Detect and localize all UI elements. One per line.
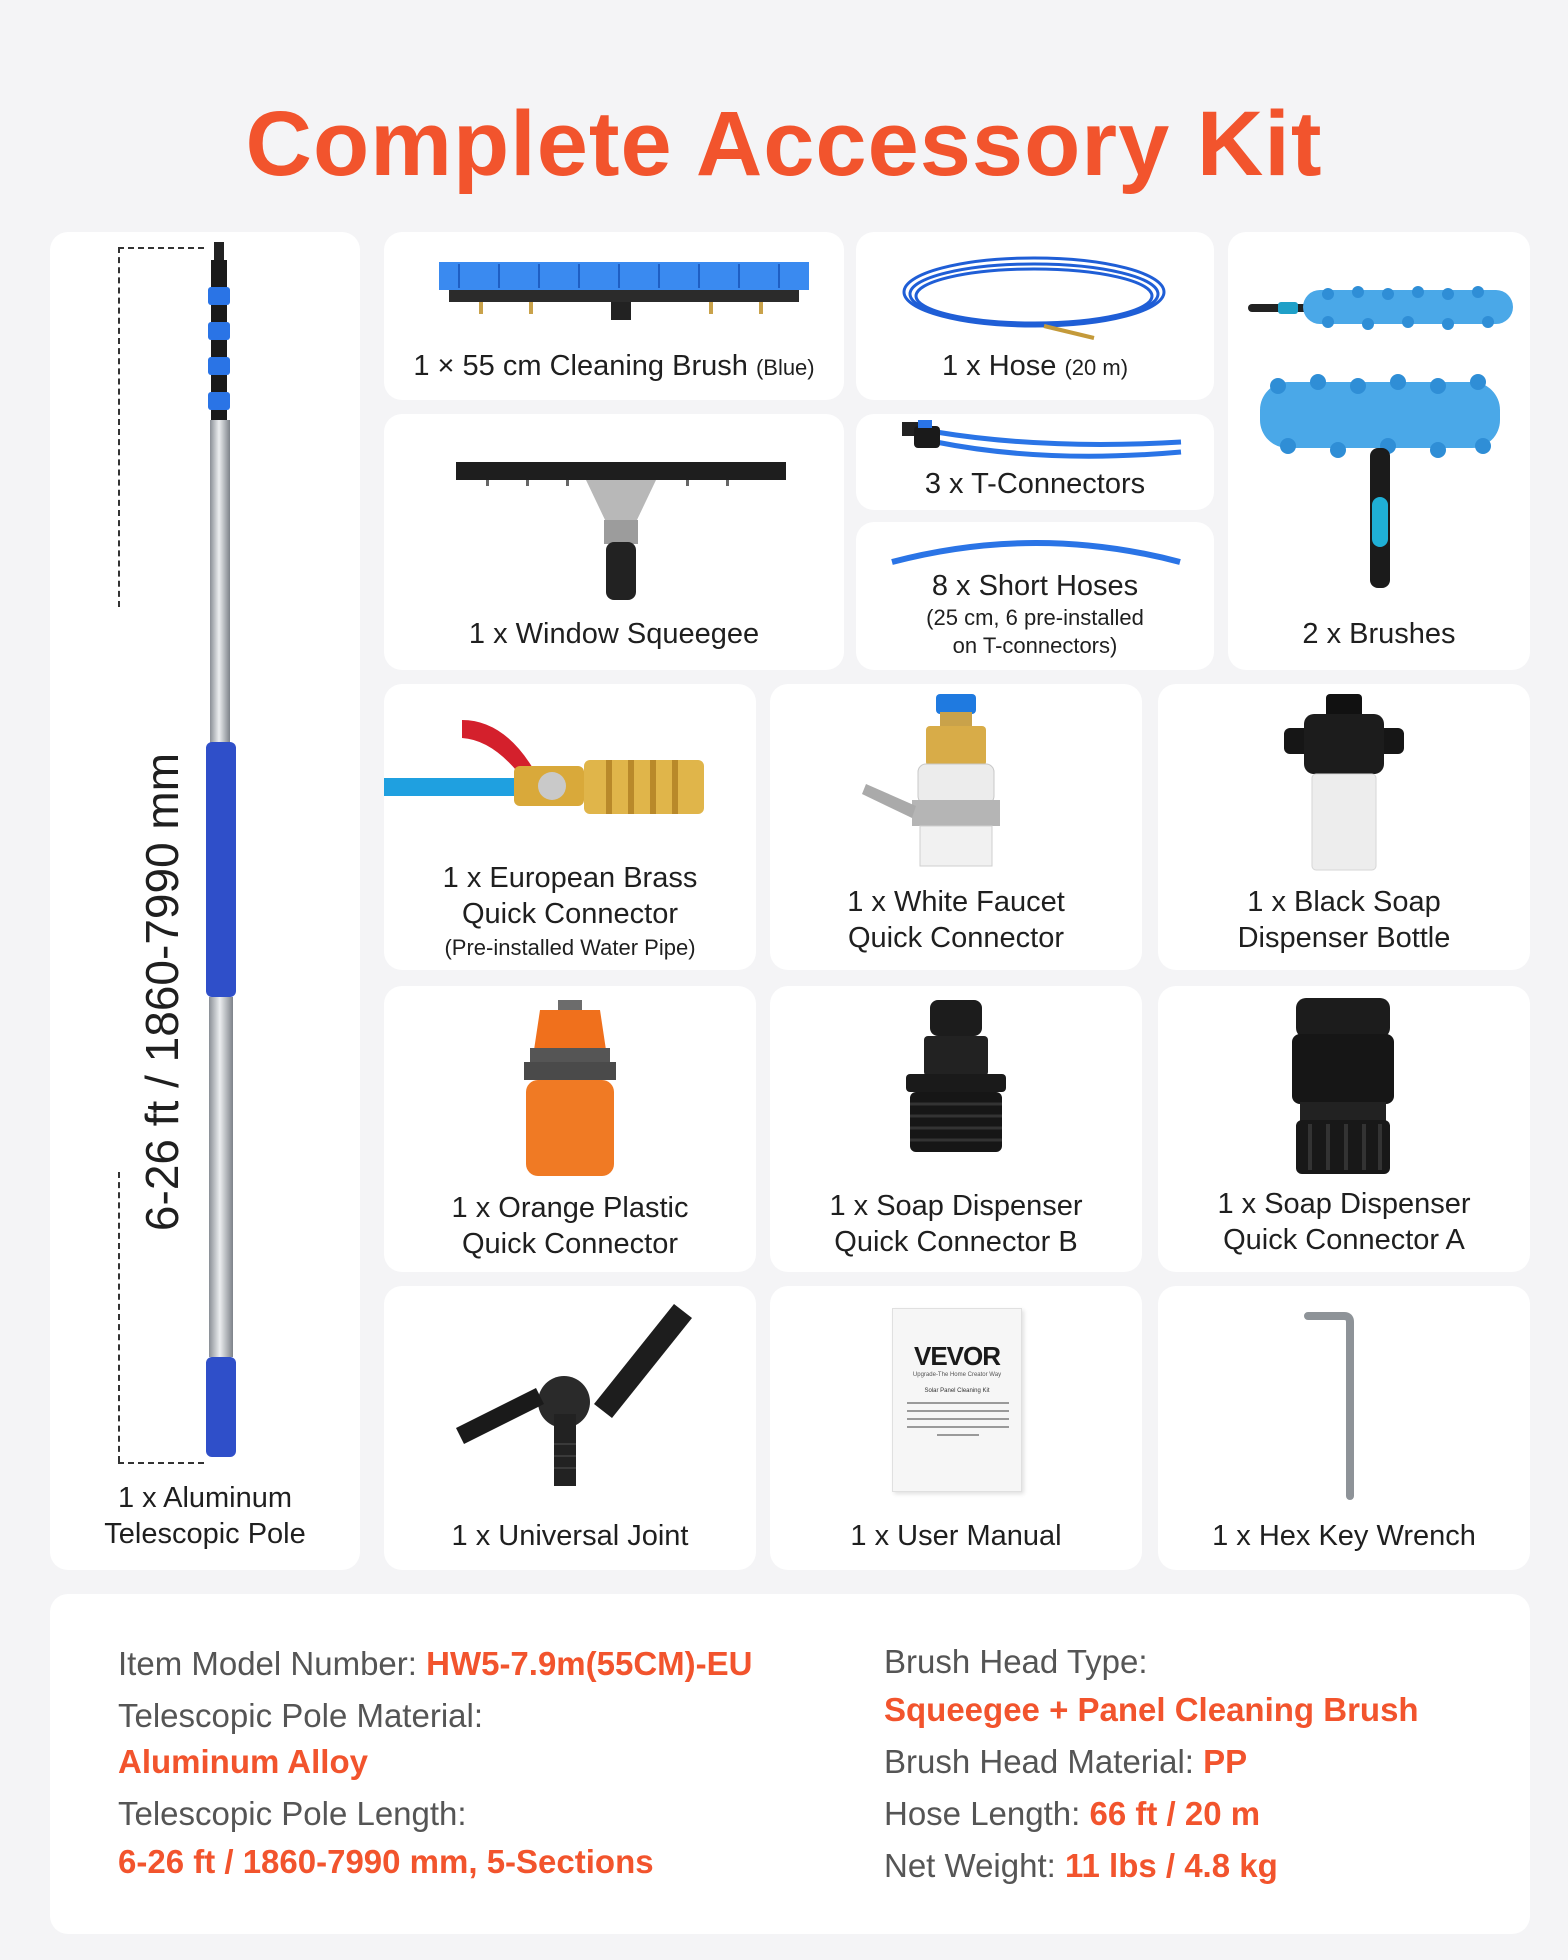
t-connectors-image	[896, 420, 1186, 464]
pole-label-line-1: 1 x Aluminum	[117, 1482, 293, 1514]
spec-model	[118, 1644, 752, 1684]
t-connectors-card	[856, 414, 1214, 510]
soap-connector-a-image	[1288, 998, 1398, 1178]
hex-key-label: 1 x Hex Key Wrench	[1212, 1520, 1476, 1552]
squeegee-label: 1 x Window Squeegee	[468, 618, 760, 650]
orange-connector-image	[510, 1000, 630, 1180]
hose-label-main: 1 x Hose	[941, 350, 1057, 382]
spec-net-weight-value: 11 lbs / 4.8 kg	[1064, 1847, 1278, 1884]
orange-connector-label-2: Quick Connector	[462, 1228, 678, 1260]
spec-pole-material-label: Telescopic Pole Material:	[118, 1697, 483, 1734]
brushes-label: 2 x Brushes	[1302, 618, 1456, 650]
squeegee-image	[456, 462, 786, 602]
spec-brush-type-label: Brush Head Type:	[884, 1643, 1148, 1680]
brass-connector-card	[384, 684, 756, 970]
spec-pole-length-label: Telescopic Pole Length:	[118, 1795, 467, 1832]
soap-bottle-image	[1284, 694, 1404, 874]
brushes-image	[1248, 282, 1518, 592]
specs-card	[50, 1594, 1530, 1934]
short-hoses-note-1: (25 cm, 6 pre-installed	[926, 605, 1144, 630]
spec-hose-length-value: 66 ft / 20 m	[1089, 1795, 1261, 1832]
brushes-card	[1228, 232, 1530, 670]
short-hoses-note-2: on T-connectors)	[952, 633, 1118, 658]
soap-connector-b-label-2: Quick Connector B	[834, 1226, 1078, 1258]
dimension-line-bottom	[118, 1172, 120, 1462]
faucet-connector-image	[856, 694, 1056, 874]
squeegee-card	[384, 414, 844, 670]
spec-brush-material-value: PP	[1203, 1743, 1248, 1780]
soap-connector-b-card	[770, 986, 1142, 1272]
spec-brush-material-label: Brush Head Material:	[884, 1743, 1204, 1780]
soap-connector-a-card	[1158, 986, 1530, 1272]
cleaning-brush-label-note: (Blue)	[755, 355, 815, 380]
manual-tagline: Upgrade-The Home Creator Way	[912, 1372, 1002, 1378]
manual-text-lines	[907, 1399, 1009, 1439]
user-manual-label: 1 x User Manual	[850, 1520, 1062, 1552]
orange-connector-card	[384, 986, 756, 1272]
faucet-connector-label-2: Quick Connector	[848, 922, 1064, 954]
faucet-connector-card	[770, 684, 1142, 970]
pole-label-line-2: Telescopic Pole	[104, 1518, 306, 1550]
vevor-logo: VEVOR	[913, 1341, 1001, 1371]
universal-joint-image	[444, 1294, 704, 1494]
brass-connector-label-2: Quick Connector	[462, 898, 678, 930]
dimension-line-top	[118, 247, 120, 607]
soap-bottle-label-1: 1 x Black Soap	[1247, 886, 1441, 918]
universal-joint-card	[384, 1286, 756, 1570]
brass-connector-note: (Pre-installed Water Pipe)	[444, 935, 696, 960]
spec-model-label: Item Model Number:	[118, 1645, 427, 1682]
spec-hose-length	[884, 1794, 1260, 1834]
short-hoses-card	[856, 522, 1214, 670]
hose-label	[856, 348, 1214, 386]
cleaning-brush-label	[384, 348, 844, 386]
soap-connector-b-image	[896, 1000, 1016, 1160]
soap-connector-b-label-1: 1 x Soap Dispenser	[829, 1190, 1083, 1222]
hose-card	[856, 232, 1214, 400]
soap-connector-a-label-1: 1 x Soap Dispenser	[1217, 1188, 1471, 1220]
cleaning-brush-card	[384, 232, 844, 400]
faucet-connector-label-1: 1 x White Faucet	[847, 886, 1065, 918]
spec-net-weight-label: Net Weight:	[884, 1847, 1065, 1884]
soap-bottle-label-2: Dispenser Bottle	[1237, 922, 1451, 954]
spec-hose-length-label: Hose Length:	[884, 1795, 1090, 1832]
hex-key-card	[1158, 1286, 1530, 1570]
spec-net-weight	[884, 1846, 1278, 1886]
spec-pole-material-value: Aluminum Alloy	[118, 1743, 368, 1780]
spec-model-value: HW5-7.9m(55CM)-EU	[426, 1645, 753, 1682]
universal-joint-label: 1 x Universal Joint	[451, 1520, 689, 1552]
hex-key-image	[1288, 1310, 1388, 1500]
cleaning-brush-label-main: 1 × 55 cm Cleaning Brush	[413, 350, 748, 382]
short-hoses-label-main: 8 x Short Hoses	[931, 570, 1139, 602]
hose-image	[894, 250, 1174, 346]
brass-connector-image	[384, 710, 724, 840]
user-manual-image	[892, 1308, 1022, 1492]
telescopic-pole-image	[180, 242, 260, 1472]
t-connectors-label: 3 x T-Connectors	[924, 468, 1146, 500]
soap-connector-a-label-2: Quick Connector A	[1223, 1224, 1465, 1256]
hose-label-note: (20 m)	[1064, 355, 1129, 380]
cleaning-brush-image	[439, 262, 809, 337]
orange-connector-label-1: 1 x Orange Plastic	[451, 1192, 689, 1224]
user-manual-card	[770, 1286, 1142, 1570]
spec-brush-material	[884, 1742, 1247, 1782]
brass-connector-label-1: 1 x European Brass	[442, 862, 698, 894]
spec-pole-length-value: 6-26 ft / 1860-7990 mm, 5-Sections	[118, 1843, 654, 1880]
pole-dimension-label: 6-26 ft / 1860-7990 mm	[136, 752, 188, 1232]
spec-brush-type-value: Squeegee + Panel Cleaning Brush	[884, 1691, 1419, 1728]
pole-card	[50, 232, 360, 1570]
short-hoses-image	[886, 532, 1186, 572]
soap-bottle-card	[1158, 684, 1530, 970]
page-title: Complete Accessory Kit	[245, 93, 1323, 195]
manual-heading: Solar Panel Cleaning Kit	[924, 1388, 990, 1394]
